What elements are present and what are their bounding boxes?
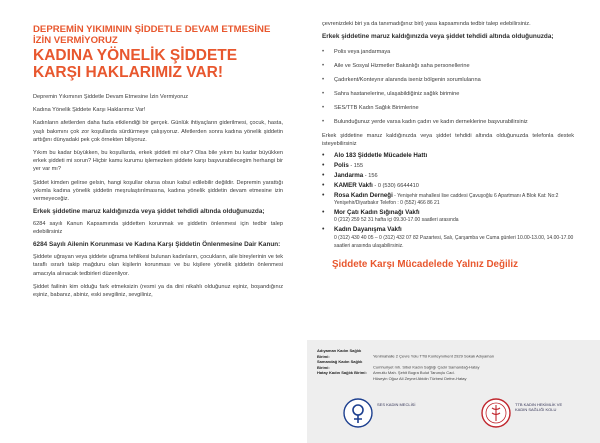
list-item: • Çadırkent/Konteynır alanında iseniz bölgenin sorumlularına (322, 76, 574, 84)
list-item: • Polis veya jandarmaya (322, 48, 574, 56)
hotline-name: KAMER Vakfı (334, 182, 373, 190)
list-item: • Bulunduğunuz yerde varsa kadın çadırı ve kadın derneklerine başvurabilirsiniz (322, 118, 574, 126)
address-line (317, 359, 593, 370)
paragraph-yikim: Yıkım bu kadar büyükken, bu koşullarda, erkek şiddeti mi olur? Olsa bile yıkım bu kadar büyükken erkek şiddeti mi sorun? Hiçbir kamu kurumu işlemezken şiddete karşı başvurabilecegim herhangi bir yer var mı? (33, 150, 283, 173)
address-text: Hüseyin Oğuz Ali Zeynel Abidin Türbesi Defne-Hatay (373, 375, 467, 381)
paragraph-phone-support: Erkek şiddetine maruz kaldığınızda veya şiddet tehdidi altında olduğunuzda telefonla destek isteyebilirsiniz (322, 133, 574, 148)
hotline-name: Mor Çatı Kadın Sığınağı Vakfı (334, 208, 420, 216)
hotline-sep: - (372, 183, 378, 190)
hotline-value: Yenişehir mahallesi lise caddesi Çavuşoğlu 6 Apartmanı A Blok Kat: No:2 Yenişehir/Diyarbakır Telefon : 0 (552) 466 86 21 (334, 193, 559, 207)
hotline-detail: 0 (312) 430 40 05 – 0 (312) 432 07 82 Pazartesi, Salı, Çarşamba ve Cuma günleri 10.00-13.00, 14.00-17.00 saatleri arasında ulaşabilirsiniz. (334, 234, 574, 249)
address-block (317, 348, 593, 382)
hotline-item (322, 209, 574, 225)
address-line (317, 348, 593, 359)
list-item: • Aile ve Sosyal Hizmetler Bakanlığı saha personellerine (322, 62, 574, 70)
paragraph-continued: çevrenizdeki biri ya da tanımadığınız biri) yasa kapsamında tedbir talep edebilirsiniz. (322, 21, 531, 27)
hotline-name: Polis (334, 162, 349, 170)
ttb-logo-icon (481, 398, 511, 428)
hotline-name: Jandarma (334, 172, 364, 180)
hotline-list (322, 152, 574, 250)
intro-line-1: Depremin Yıkımının Şiddetle Devam Etmesine İzin Vermiyoruz (33, 94, 189, 100)
list-item: • Sahra hastanelerine, ulaşabildiğiniz sağlık birimine (322, 90, 574, 98)
slogan: Şiddete Karşı Mücadelede Yalnız Değiliz (332, 259, 519, 271)
hotline-sep: - (348, 163, 354, 170)
right-column (322, 0, 574, 270)
hotline-value: 156 (368, 173, 378, 180)
hotline-name: Kadın Dayanışma Vakfı (334, 226, 402, 234)
hotline-value: 0 (530) 6644410 (377, 183, 419, 190)
address-label: Adıyaman Kadın Sağlık Birimi: (317, 348, 362, 359)
paragraph-tedbir: Şiddete uğrayan veya şiddete uğrama tehlikesi bulunan kadınların, çocukların, aile bireylerinin ve tek taraflı ısrarlı takip mağduru olan kişilerin korunması ve bu kişilere yönelik şiddetin önlenmesi amacıyla alınacak tedbirleri düzenliyor. (33, 254, 283, 277)
footer-panel (307, 340, 600, 443)
paragraph-siddet: Şiddet kimden gelirse gelsin, hangi koşullar olursa olsun kabul edilebilir değildir. Depremin yarattığı yıkımla kadına yönelik şiddetin meşrulaştırılmasına, kadına yönelik şiddetin devam etmesine izin vermeyeceğiz. (33, 179, 283, 203)
address-text: Armutlu Mah. Şehit Bugra Bulut Tarunçlu Cad. (373, 370, 455, 376)
hotline-sep: - (392, 193, 398, 200)
address-label: Hatay Kadın Sağlık Birimi: (317, 370, 367, 376)
hotline-value: 155 (353, 163, 364, 170)
address-text: Yenimahalle 2 Çevre Yolu TTB Konteynırkent 2929 Sokak Adıyaman (373, 353, 494, 359)
logo-row (307, 386, 600, 441)
hotline-item (322, 226, 574, 250)
list-item: • SES/TTB Kadın Sağlık Birimlerine (322, 104, 574, 112)
address-text: Cumhuriyet mh. Sibel Kadın Sağlığı Çadır Samandağ-Hatay (373, 364, 480, 370)
intro-line-2: Kadına Yönelik Şiddete Karşı Haklarımız Var! (33, 107, 146, 114)
hotline-sep: - (363, 173, 369, 180)
ses-logo-label: SES KADIN MECLİSİ (377, 402, 416, 407)
hotline-detail: 0 (212) 259 52 31 hafta içi 09.30-17.00 saatleri arasında (334, 217, 459, 224)
heading-erkek-siddeti: Erkek şiddetine maruz kaldığınızda veya şiddet tehdidi altında olduğunuzda; (33, 208, 265, 216)
heading-main: KADINA YÖNELİK ŞİDDETE KARŞI HAKLARIMIZ VAR! (33, 47, 238, 81)
heading-small: DEPREMİN YIKIMININ ŞİDDETLE DEVAM ETMESİNE İZİN VERMİYORUZ (33, 24, 271, 46)
address-line (317, 376, 593, 382)
application-list (322, 48, 574, 126)
heading-kanun: 6284 Sayılı Ailenin Korunması ve Kadına Karşı Şiddetin Önlenmesine Dair Kanun: (33, 241, 281, 249)
address-label: Samandağ Kadın Sağlık Birimi: (317, 359, 363, 370)
hotline-item (322, 152, 574, 161)
hotline-name: Rosa Kadın Derneği (334, 192, 393, 200)
hotline-item (322, 192, 574, 207)
paragraph-6284: 6284 sayılı Kanun Kapsamında şiddetten korunmak ve şiddetin önlenmesi için tedbir talep edebilirsiniz (33, 221, 283, 236)
ttb-logo-label: TTB KADIN HEKİMLİK VE KADIN SAĞLIĞI KOLU (515, 402, 563, 412)
hotline-item (322, 182, 574, 191)
hotline-item (322, 162, 574, 171)
paragraph-fail: Şiddet failinin kim olduğu fark etmeksizin (resmi ya da dini nikahlı olduğunuz eşiniz, boşandığınız eşiniz, babanız, abiniz, eski sevgiliniz, sevgiliniz, (33, 283, 283, 299)
heading-erkek-siddeti-2: Erkek şiddetine maruz kaldığınızda veya şiddet tehdidi altında olduğunuzda; (322, 33, 554, 41)
hotline-name: Alo 183 Şiddetle Mücadele Hattı (334, 152, 428, 160)
left-column (33, 0, 283, 299)
ses-logo-icon (343, 398, 373, 428)
paragraph-afet: Kadınların afetlerden daha fazla etkilendiği bir gerçek. Günlük ihtiyaçların giderilmesi, çocuk, hasta, yaşlı bakımını çok zor koşullarda sürdürmeye çalışıyoruz. Afetlerden sonra kadına yönelik şiddetin arttığını dünyadaki pek çok örnekten biliyoruz. (33, 120, 283, 143)
hotline-item (322, 172, 574, 181)
